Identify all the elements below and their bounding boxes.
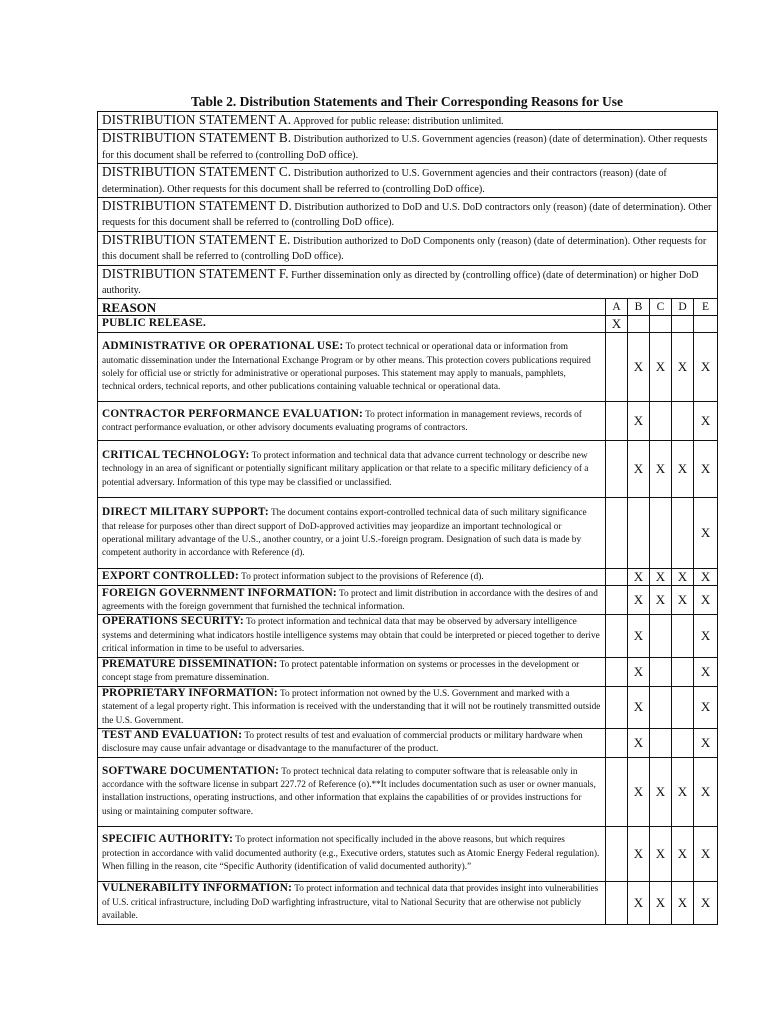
reason-heading: OPERATIONS SECURITY: [102,615,244,628]
statement-letter-b: B [628,299,650,316]
mark-b: X [628,569,650,586]
reason-cell [98,657,606,686]
reason-heading: PREMATURE DISSEMINATION: [102,657,278,670]
statement-cell [98,265,718,299]
mark-d [672,615,694,657]
mark-c: X [650,881,672,924]
distribution-table [97,111,718,925]
reason-row [98,757,718,826]
reason-cell [98,333,606,402]
statement-heading: DISTRIBUTION STATEMENT E. [102,231,291,247]
mark-e: X [694,441,718,498]
mark-a [606,657,628,686]
mark-b: X [628,881,650,924]
reason-text: To protect and limit distribution in accordance with the desires of and agreements with the foreign government that furnished the technical information. [102,588,598,612]
reason-cell [98,586,606,615]
mark-b [628,316,650,333]
reason-text: To protect information and technical data that advance current technology or describe new technology in an area of significant or potentially significant military application or that relate to a specific military deficiency of a potential adversary. Information of this type may be classified or unclassified. [102,450,589,488]
mark-b: X [628,586,650,615]
mark-c: X [650,826,672,881]
reason-heading: ADMINISTRATIVE OR OPERATIONAL USE: [102,340,344,353]
statement-heading: DISTRIBUTION STATEMENT D. [102,198,292,214]
reason-text: To protect patentable information on systems or processes in the development or concept stage from premature dissemination. [102,659,580,684]
mark-c [650,402,672,441]
statement-text: Approved for public release: distribution unlimited. [293,116,504,127]
reason-cell [98,441,606,498]
mark-a [606,402,628,441]
reason-heading: EXPORT CONTROLLED: [102,570,240,583]
mark-d [672,728,694,757]
mark-b: X [628,615,650,657]
mark-d: X [672,586,694,615]
mark-c [650,728,672,757]
mark-d: X [672,881,694,924]
reason-row [98,728,718,757]
mark-c [650,316,672,333]
reason-header-row [98,299,718,316]
statement-heading: DISTRIBUTION STATEMENT B. [102,130,292,146]
reason-cell [98,881,606,924]
reason-heading: PUBLIC RELEASE. [102,317,207,330]
reason-text: To protect information subject to the provisions of Reference (d). [241,572,484,583]
statement-cell [98,231,718,265]
statement-text: Distribution authorized to DoD Components only (reason) (date of determination). Other requests for this document shall be referred to (controlling DoD office). [102,235,707,263]
reason-row [98,826,718,881]
reason-heading: SOFTWARE DOCUMENTATION: [102,764,280,777]
mark-a [606,498,628,569]
mark-e: X [694,826,718,881]
statement-text: Distribution authorized to DoD and U.S. DoD contractors only (reason) (date of determination). Other requests for this document shall be referred to (controlling DoD office). [102,202,712,229]
mark-d [672,686,694,728]
reason-row [98,333,718,402]
mark-c [650,615,672,657]
mark-d [672,402,694,441]
statement-row [98,198,718,232]
mark-d [672,316,694,333]
mark-b: X [628,728,650,757]
mark-d: X [672,333,694,402]
mark-a [606,586,628,615]
mark-a: X [606,316,628,333]
reason-heading: CONTRACTOR PERFORMANCE EVALUATION: [102,407,363,420]
reason-cell [98,686,606,728]
statement-text: Further dissemination only as directed by (controlling office) (date of determination) or higher DoD authority. [102,269,699,297]
reason-row [98,569,718,586]
reason-cell [98,569,606,586]
reason-row [98,657,718,686]
reason-row [98,441,718,498]
statement-heading: DISTRIBUTION STATEMENT C. [102,164,292,180]
mark-d: X [672,757,694,826]
reason-row [98,881,718,924]
mark-c: X [650,586,672,615]
statement-row [98,265,718,299]
statement-heading: DISTRIBUTION STATEMENT F. [102,265,289,281]
reason-cell [98,728,606,757]
mark-b: X [628,333,650,402]
mark-c [650,686,672,728]
reason-text: The document contains export-controlled technical data of such military significance that release for purposes other than direct support of DoD-approved activities may jeopardize an important technological or operational military advantage of the U.S., another country, or a joint U.S.-foreign program. Designation of such data is made by competent authority in accordance with Reference (d). [102,508,587,559]
statement-heading: DISTRIBUTION STATEMENT A. [102,112,292,127]
mark-c [650,498,672,569]
mark-e: X [694,686,718,728]
mark-a [606,569,628,586]
mark-b [628,498,650,569]
statement-letter-a: A [606,299,628,316]
statement-letter-c: C [650,299,672,316]
reason-heading: VULNERABILITY INFORMATION: [102,882,293,895]
statement-letter-d: D [672,299,694,316]
mark-e: X [694,657,718,686]
reason-heading: PROPRIETARY INFORMATION: [102,686,278,699]
reason-text: To protect results of test and evaluation of commercial products or military hardware when disclosure may cause unfair advantage or disadvantage to the manufacturer of the product. [102,731,583,755]
mark-a [606,881,628,924]
reason-text: To protect information not specifically included in the above reasons, but which requires protection in accordance with valid documented authority (e.g., Executive orders, statutes such as Atomic Energy Federal regulation). When filling in the reason, cite “Specific Authority (identification of valid documented authority).” [102,835,600,873]
statement-row [98,130,718,164]
table-title: Table 2. Distribution Statements and Their Corresponding Reasons for Use [190,94,624,109]
statement-cell [98,112,718,130]
mark-b: X [628,757,650,826]
reason-text: To protect information in management reviews, records of contract performance evaluation, or other advisory documents evaluating programs of contractors. [102,409,582,433]
reason-heading: FOREIGN GOVERNMENT INFORMATION: [102,586,337,599]
statement-row [98,231,718,265]
reason-cell [98,826,606,881]
mark-b: X [628,686,650,728]
mark-e: X [694,728,718,757]
mark-a [606,757,628,826]
mark-b: X [628,657,650,686]
reason-row [98,686,718,728]
statement-text: Distribution authorized to U.S. Government agencies (reason) (date of determination). Other requests for this document shall be referred to (controlling DoD office). [102,134,708,161]
reason-text: To protect technical data relating to computer software that is releasable only in accordance with the software license in subpart 227.72 of Reference (o).**It includes documentation such as user or owner manuals, installation instructions, operating instructions, and other information that explains the capabilities of or provides instructions for using or maintaining computer software. [102,766,596,817]
reason-text: To protect information not owned by the U.S. Government and marked with a statement of a legal property right. This information is received with the understanding that it will not be routinely transmitted outside the U.S. Government. [102,688,601,726]
reason-text: To protect technical or operational data or information from automatic dissemination under the International Exchange Program or by other means. This protection covers publications required solely for official use or strictly for administrative or operational purposes. This statement may apply to manuals, pamphlets, technical orders, technical reports, and other publications containing valuable technical or operational data. [102,342,591,393]
mark-d: X [672,826,694,881]
mark-a [606,686,628,728]
reason-cell [98,757,606,826]
mark-e: X [694,757,718,826]
reason-text: To protect information and technical data that provides insight into vulnerabilities of U.S. critical infrastructure, including DoD warfighting infrastructure, vital to National Security that are otherwise not publicly available. [102,884,599,922]
mark-e [694,316,718,333]
statement-cell [98,130,718,164]
mark-c [650,657,672,686]
statement-cell [98,198,718,232]
mark-d [672,657,694,686]
statement-cell [98,164,718,198]
reason-row [98,316,718,333]
mark-e: X [694,586,718,615]
reason-heading: SPECIFIC AUTHORITY: [102,833,234,846]
reason-cell [98,615,606,657]
mark-d: X [672,441,694,498]
reason-row [98,615,718,657]
statement-text: Distribution authorized to U.S. Government agencies and their contractors (reason) (date of determination). Other requests for this document shall be referred to (controlling DoD office). [102,168,667,195]
mark-b: X [628,402,650,441]
mark-e: X [694,333,718,402]
statement-row [98,164,718,198]
mark-c: X [650,757,672,826]
mark-a [606,441,628,498]
reason-column-header: REASON [98,299,606,316]
mark-c: X [650,441,672,498]
mark-d [672,498,694,569]
mark-c: X [650,569,672,586]
reason-heading: TEST AND EVALUATION: [102,729,243,741]
mark-e: X [694,569,718,586]
mark-a [606,615,628,657]
reason-row [98,402,718,441]
reason-cell [98,498,606,569]
reason-cell [98,316,606,333]
reason-row [98,498,718,569]
reason-row [98,586,718,615]
reason-heading: CRITICAL TECHNOLOGY: [102,448,250,461]
mark-b: X [628,826,650,881]
reason-cell [98,402,606,441]
statement-row [98,112,718,130]
mark-b: X [628,441,650,498]
mark-c: X [650,333,672,402]
reason-heading: DIRECT MILITARY SUPPORT: [102,506,269,519]
mark-e: X [694,881,718,924]
mark-e: X [694,498,718,569]
reason-text: To protect information and technical data that may be observed by adversary intelligence systems and determining what indicators hostile intelligence systems may obtain that could be interpreted or pieced together to derive critical information in time to be useful to adversaries. [102,617,600,655]
mark-e: X [694,402,718,441]
mark-a [606,826,628,881]
mark-e: X [694,615,718,657]
mark-a [606,333,628,402]
statement-letter-e: E [694,299,718,316]
mark-a [606,728,628,757]
mark-d: X [672,569,694,586]
